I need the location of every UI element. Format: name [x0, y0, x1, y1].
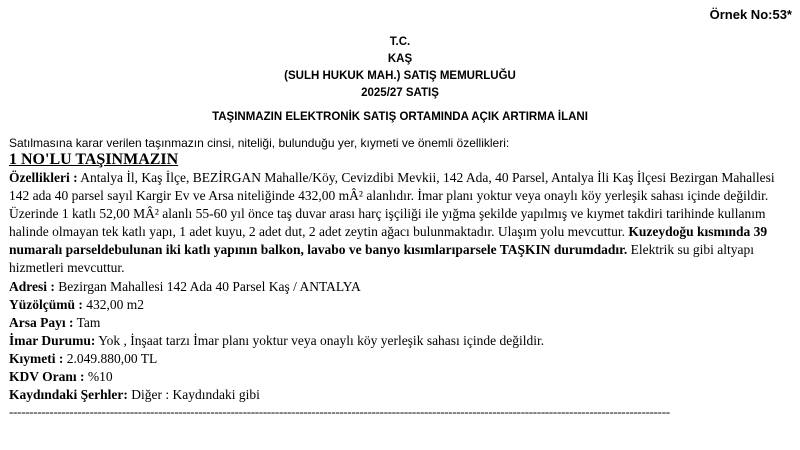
zoning-label: İmar Durumu: — [9, 332, 96, 348]
area-value: 432,00 m2 — [82, 296, 145, 312]
header-line-tc: T.C. — [389, 36, 411, 48]
value-row — [9, 350, 794, 368]
records-value: Diğer : Kaydındaki gibi — [127, 387, 260, 403]
features-label: Özellikleri : — [9, 170, 78, 185]
share-value: Tam — [73, 314, 101, 330]
announcement-title: TAŞINMAZIN ELEKTRONİK SATIŞ ORTAMINDA AÇIK ARTIRMA İLANI — [212, 111, 588, 123]
vat-value: %10 — [84, 369, 113, 385]
value-amount: 2.049.880,00 TL — [63, 350, 158, 366]
vat-label: KDV Oranı : — [9, 369, 85, 385]
parcel-section — [9, 150, 794, 420]
records-label: Kaydındaki Şerhler: — [9, 387, 128, 403]
parcel-title: 1 NO'LU TAŞINMAZIN — [9, 151, 179, 168]
zoning-value: Yok , İnşaat tarzı İmar planı yoktur veya onaylı köy yerleşik sahası içinde değildir. — [95, 332, 545, 348]
features-row — [9, 169, 794, 278]
address-row — [9, 278, 794, 296]
sample-number: Örnek No:53* — [709, 7, 792, 22]
section-divider: -------------------------------------------------------------------------------------------------------------------------------------------------------------------- — [9, 404, 670, 420]
value-label: Kıymeti : — [9, 350, 64, 366]
area-label: Yüzölçümü : — [9, 296, 83, 312]
header-line-office: (SULH HUKUK MAH.) SATIŞ MEMURLUĞU — [284, 70, 516, 82]
records-row — [9, 386, 794, 404]
header-line-district: KAŞ — [387, 53, 413, 65]
share-row — [9, 314, 794, 332]
features-tail: Elektrik su gibi altyapı hizmetleri mevcuttur. — [9, 242, 755, 276]
document-header — [0, 34, 800, 102]
share-label: Arsa Payı : — [9, 314, 74, 330]
intro-text: Satılmasına karar verilen taşınmazın cinsi, niteliği, bulunduğu yer, kıymeti ve önemli özellikleri: — [9, 136, 510, 150]
address-label: Adresi : — [9, 278, 55, 294]
vat-row — [9, 368, 794, 386]
area-row — [9, 296, 794, 314]
address-value: Bezirgan Mahallesi 142 Ada 40 Parsel Kaş / ANTALYA — [54, 278, 361, 294]
features-text: Antalya İl, Kaş İlçe, BEZİRGAN Mahalle/Köy, Cevizdibi Mevkii, 142 Ada, 40 Parsel, Antalya İli Kaş İlçesi Bezirgan Mahallesi 142 ada 40 parsel sayıl Kargir Ev ve Arsa niteliğinde 432,00 mÂ² alanlıdır. İmar planı yoktur veya onaylı köy yerleşik sahası içinde değildir. Üzerinde 1 katlı 52,00 MÂ² alanlı 55-60 yıl önce taş duvar arası harç işçiliği ile yığma şekilde yapılmış ve kıymet takdiri tarihinde kullanım halinde olmayan tek katlı yapı, 1 adet kuyu, 2 adet dut, 2 adet zeytin ağacı bulunmaktadır. Ulaşım yolu mevcuttur. — [9, 170, 775, 240]
features-bold-note: Kuzeydoğu kısmında 39 numaralı parseldebulunan iki katlı yapının balkon, lavabo ve banyo kısımlarıparsele TAŞKIN durumdadır. — [9, 224, 768, 258]
zoning-row — [9, 332, 794, 350]
header-line-case-no: 2025/27 SATIŞ — [361, 87, 439, 99]
